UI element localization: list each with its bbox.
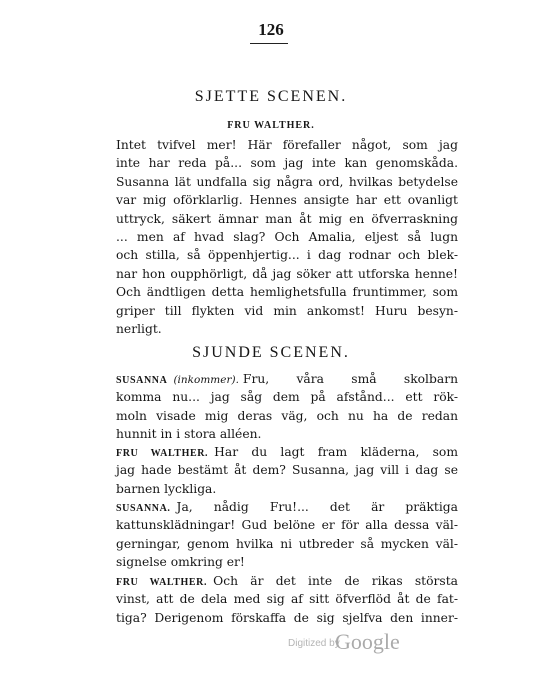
scene-7-title: SJUNDE SCENEN.: [192, 344, 350, 361]
text-line: signelse omkring er!: [116, 555, 245, 570]
page-number-rule: [250, 43, 288, 44]
text-line: uttryck, säkert ämnar man åt mig en öfverraskning: [116, 211, 458, 226]
text-line: nerligt.: [116, 321, 162, 336]
text-line: griper till flykten vid min ankomst! Huru besyn-: [116, 303, 458, 318]
speech-susanna-2: [116, 498, 458, 572]
text-line: Har du lagt fram kläderna, som: [214, 445, 458, 459]
text-line: vinst, att de dela med sig af sitt öfverflöd åt de fat-: [116, 592, 458, 607]
speaker-name: FRU WALTHER.: [116, 577, 208, 588]
speaker-name: SUSANNA.: [116, 503, 171, 514]
text-line: nar hon oupphörligt, då jag söker att utforska henne!: [116, 266, 458, 281]
text-line: Ja, nådig Fru!... det är präktiga: [176, 500, 458, 514]
text-line: ... men af hvad slag? Och Amalia, eljest så lugn: [116, 229, 458, 244]
text-line: gerningar, genom hvilka ni utbreder så mycken väl-: [116, 536, 458, 551]
speech-fru-walther-1: [116, 443, 458, 498]
stage-direction: (inkommer).: [173, 374, 239, 386]
text-line: Intet tvifvel mer! Här förefaller något, som jag: [116, 138, 458, 152]
page-number: 126: [258, 20, 284, 39]
text-line: Susanna lät undfalla sig några ord, hvilkas betydelse: [116, 174, 458, 189]
text-line: Och är det inte de rikas största: [213, 574, 458, 588]
speech-susanna-1: [116, 370, 458, 444]
text-line: kattunsklädningar! Gud belöne er för alla dessa väl-: [116, 518, 458, 533]
text-line: inte har reda på... som jag inte kan genomskåda.: [116, 156, 458, 171]
text-line: moln visade mig deras väg, och nu ha de redan: [116, 408, 458, 423]
scene-6-speaker: FRU WALTHER.: [227, 120, 315, 131]
digitized-by-text: Digitized by: [288, 638, 340, 649]
google-logo: Google: [335, 629, 400, 654]
text-line: barnen lyckliga.: [116, 481, 217, 496]
text-line: Och ändtligen detta hemlighetsfulla fruntimmer, som: [116, 285, 458, 300]
text-line: komma nu... jag såg dem på afstånd... ett rök-: [116, 390, 458, 405]
text-line: hunnit in i stora alléen.: [116, 427, 262, 442]
text-line: Fru, våra små skolbarn: [242, 372, 458, 386]
text-line: och stilla, så öppenhjertig... i dag rodnar och blek-: [116, 248, 458, 263]
speaker-name: SUSANNA: [116, 375, 168, 386]
text-line: tiga? Derigenom förskaffa de sig sjelfva den inner-: [116, 610, 458, 625]
scene-6-title: SJETTE SCENEN.: [194, 88, 348, 105]
speech-fru-walther-2: [116, 572, 458, 627]
text-line: var mig oförklarlig. Hennes ansigte har ett ovanligt: [116, 193, 458, 208]
scene-6-monologue: [116, 136, 458, 338]
speaker-name: FRU WALTHER.: [116, 448, 209, 459]
text-line: jag hade bestämt åt dem? Susanna, jag vill i dag se: [116, 463, 458, 478]
